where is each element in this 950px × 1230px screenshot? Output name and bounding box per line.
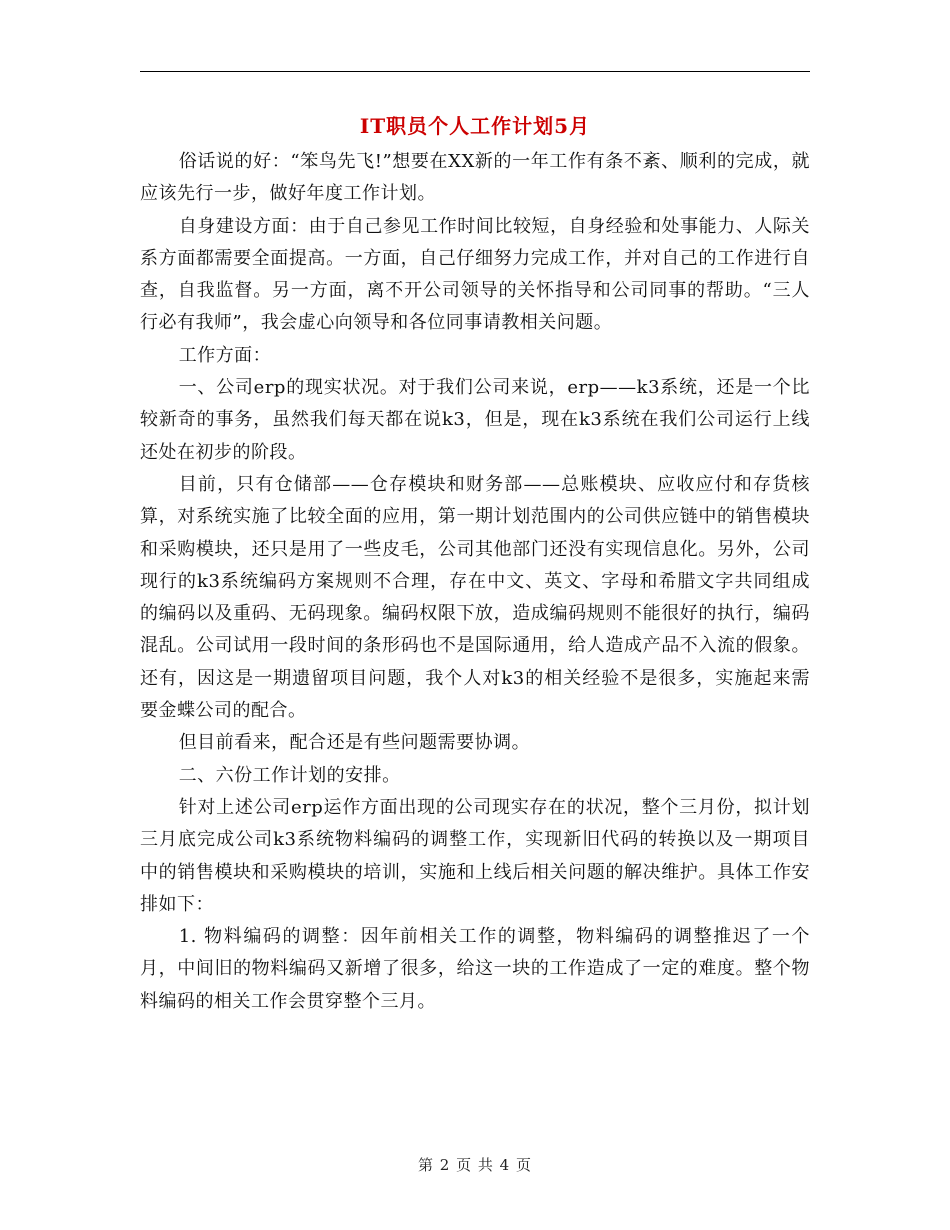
paragraph-material-coding: 1. 物料编码的调整：因年前相关工作的调整，物料编码的调整推迟了一个月，中间旧的物料编码又新增了很多，给这一块的工作造成了一定的难度。整个物料编码的相关工作会贯穿整个三月。 xyxy=(140,926,810,1012)
paragraph-work-heading: 工作方面： xyxy=(178,344,272,366)
paragraph-intro: 俗话说的好：“笨鸟先飞!”想要在XX新的一年工作有条不紊、顺利的完成，就应该先行一步，做好年度工作计划。 xyxy=(140,151,810,205)
document-title: IT职员个人工作计划5月 xyxy=(359,114,591,138)
page-number-footer: 第 2 页 共 4 页 xyxy=(418,1156,532,1174)
document-body xyxy=(140,146,810,1018)
paragraph-plan-details: 针对上述公司erp运作方面出现的公司现实存在的状况，整个三月份，拟计划三月底完成公司k3系统物料编码的调整工作，实现新旧代码的转换以及一期项目中的销售模块和采购模块的培训，实施和上线后相关问题的解决维护。具体工作安排如下： xyxy=(140,796,810,915)
header-rule xyxy=(140,71,810,72)
paragraph-self-development: 自身建设方面：由于自己参见工作时间比较短，自身经验和处事能力、人际关系方面都需要全面提高。一方面，自己仔细努力完成工作，并对自己的工作进行自查，自我监督。另一方面，离不开公司领导的关怀指导和公司同事的帮助。“三人行必有我师”，我会虚心向领导和各位同事请教相关问题。 xyxy=(140,215,810,334)
paragraph-erp-status: 一、公司erp的现实状况。对于我们公司来说，erp——k3系统，还是一个比较新奇的事务，虽然我们每天都在说k3，但是，现在k3系统在我们公司运行上线还处在初步的阶段。 xyxy=(140,377,810,463)
paragraph-plan-heading: 二、六份工作计划的安排。 xyxy=(178,764,401,786)
paragraph-current-situation: 目前，只有仓储部——仓存模块和财务部——总账模块、应收应付和存货核算，对系统实施了比较全面的应用，第一期计划范围内的公司供应链中的销售模块和采购模块，还只是用了一些皮毛，公司其他部门还没有实现信息化。另外，公司现行的k3系统编码方案规则不合理，存在中文、英文、字母和希腊文字共同组成的编码以及重码、无码现象。编码权限下放，造成编码规则不能很好的执行，编码混乱。公司试用一段时间的条形码也不是国际通用，给人造成产品不入流的假象。还有，因这是一期遗留项目问题，我个人对k3的相关经验不是很多，实施起来需要金蝶公司的配合。 xyxy=(140,473,810,722)
paragraph-coordination: 但目前看来，配合还是有些问题需要协调。 xyxy=(178,732,531,754)
